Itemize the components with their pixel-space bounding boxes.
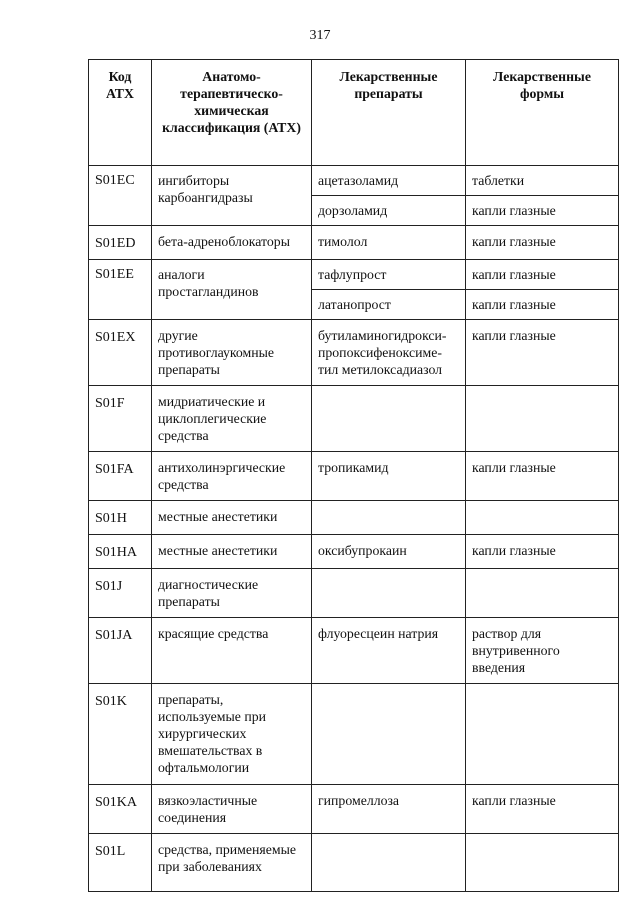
form-cell: раствор для внутривенного введения: [466, 618, 619, 684]
atc-code-cell: S01ED: [89, 226, 152, 260]
atc-table: [88, 59, 619, 892]
classification-cell: препараты, используемые при хирургических вмешательствах в офтальмологии: [152, 684, 312, 785]
atc-code-cell: S01EE: [89, 260, 152, 320]
form-cell: капли глазные: [466, 196, 619, 226]
drug-cell: тропикамид: [312, 452, 466, 501]
form-cell: капли глазные: [466, 535, 619, 569]
classification-cell: мидриатические и циклоплегические средства: [152, 386, 312, 452]
atc-code-cell: S01FA: [89, 452, 152, 501]
page-number: 317: [309, 28, 331, 43]
form-cell: капли глазные: [466, 260, 619, 290]
drug-cell: [312, 684, 466, 785]
table-row: [89, 386, 619, 452]
atc-code-cell: S01HA: [89, 535, 152, 569]
atc-code-cell: S01KA: [89, 785, 152, 834]
classification-cell: другие противоглаукомные препараты: [152, 320, 312, 386]
drug-cell: тафлупрост: [312, 260, 466, 290]
form-cell: капли глазные: [466, 290, 619, 320]
classification-cell: диагностические препараты: [152, 569, 312, 618]
table-row: [89, 320, 619, 386]
drug-cell: тимолол: [312, 226, 466, 260]
atc-code-cell: S01EX: [89, 320, 152, 386]
drug-cell: ацетазоламид: [312, 166, 466, 196]
table-row: [89, 452, 619, 501]
form-cell: [466, 501, 619, 535]
drug-cell: дорзоламид: [312, 196, 466, 226]
form-cell: таблетки: [466, 166, 619, 196]
table-header-row: [89, 60, 619, 166]
form-cell: капли глазные: [466, 785, 619, 834]
table-row: [89, 535, 619, 569]
table-row: [89, 684, 619, 785]
header-drugs: Лекарственные препараты: [312, 60, 466, 166]
classification-cell: аналоги простагландинов: [152, 260, 312, 320]
drug-cell: [312, 569, 466, 618]
classification-cell: бета-адреноблокаторы: [152, 226, 312, 260]
drug-cell: [312, 501, 466, 535]
table-row: [89, 501, 619, 535]
table-row: [89, 260, 619, 290]
atc-code-cell: S01JA: [89, 618, 152, 684]
table-row: [89, 834, 619, 892]
drug-cell: латанопрост: [312, 290, 466, 320]
classification-cell: местные анестетики: [152, 501, 312, 535]
drug-cell: бутиламиногидрокси-пропоксифеноксиме-тил метилоксадиазол: [312, 320, 466, 386]
drug-cell: [312, 834, 466, 892]
atc-code-cell: S01F: [89, 386, 152, 452]
atc-code-cell: S01K: [89, 684, 152, 785]
form-cell: капли глазные: [466, 452, 619, 501]
classification-cell: вязкоэластичные соединения: [152, 785, 312, 834]
form-cell: [466, 386, 619, 452]
classification-cell: средства, применяемые при заболеваниях: [152, 834, 312, 892]
header-forms: Лекарственные формы: [466, 60, 619, 166]
table-row: [89, 785, 619, 834]
classification-cell: антихолинэргические средства: [152, 452, 312, 501]
table-row: [89, 569, 619, 618]
form-cell: [466, 834, 619, 892]
table-row: [89, 166, 619, 196]
drug-cell: гипромеллоза: [312, 785, 466, 834]
form-cell: [466, 684, 619, 785]
form-cell: [466, 569, 619, 618]
drug-cell: оксибупрокаин: [312, 535, 466, 569]
table-row: [89, 226, 619, 260]
form-cell: капли глазные: [466, 320, 619, 386]
atc-code-cell: S01L: [89, 834, 152, 892]
drug-cell: флуоресцеин натрия: [312, 618, 466, 684]
header-code: Код АТХ: [89, 60, 152, 166]
table-row: [89, 618, 619, 684]
drug-cell: [312, 386, 466, 452]
atc-code-cell: S01H: [89, 501, 152, 535]
atc-code-cell: S01EC: [89, 166, 152, 226]
classification-cell: ингибиторы карбоангидразы: [152, 166, 312, 226]
classification-cell: местные анестетики: [152, 535, 312, 569]
atc-code-cell: S01J: [89, 569, 152, 618]
classification-cell: красящие средства: [152, 618, 312, 684]
form-cell: капли глазные: [466, 226, 619, 260]
table-body: [89, 166, 619, 892]
header-classification: Анатомо-терапевтическо-химическая классификация (АТХ): [152, 60, 312, 166]
